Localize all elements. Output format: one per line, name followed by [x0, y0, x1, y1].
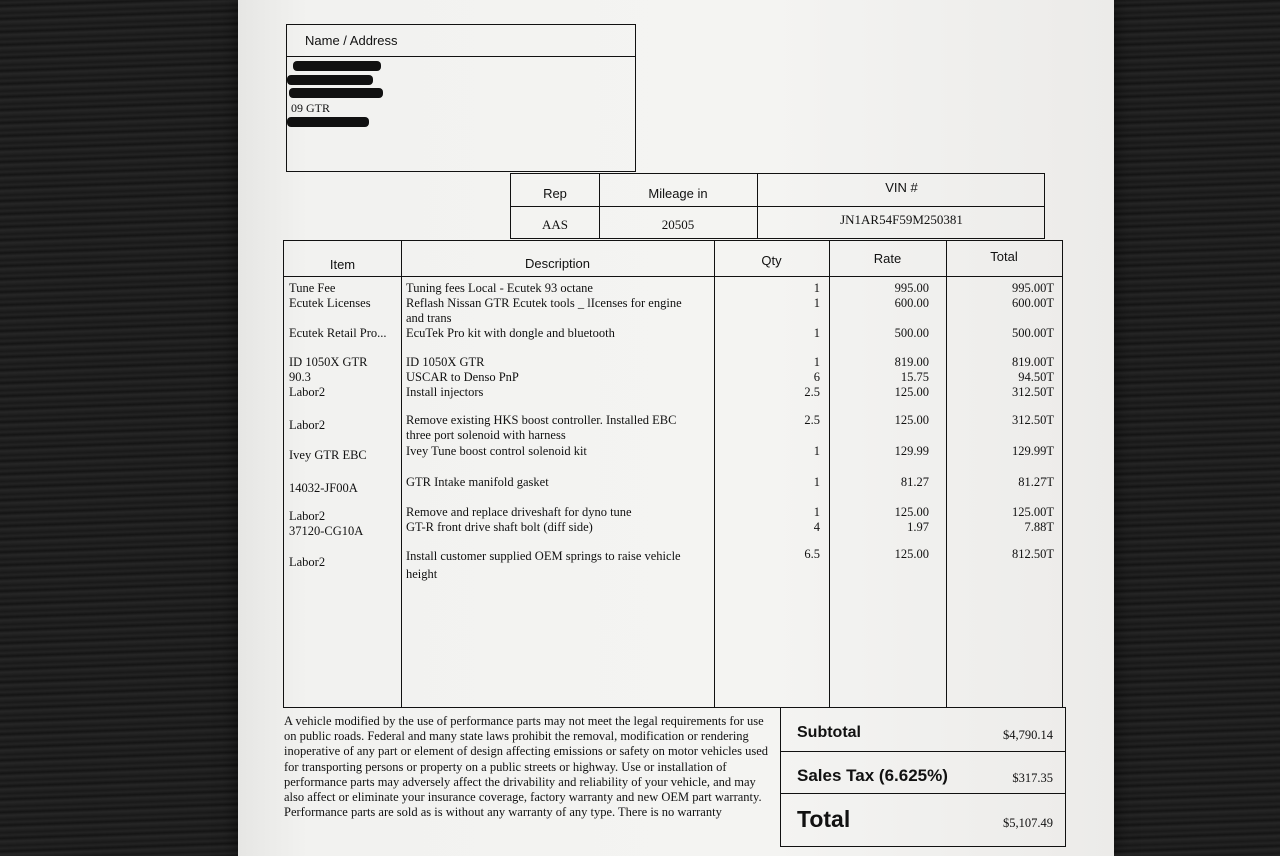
row-description: Remove and replace driveshaft for dyno tune — [406, 505, 632, 519]
row-description: Install customer supplied OEM springs to raise vehicle height — [406, 549, 681, 581]
sales-tax-label: Sales Tax (6.625%) — [797, 766, 948, 785]
qty-column-header: Qty — [761, 253, 782, 268]
row-qty: 2.5 — [804, 385, 820, 399]
total-column-header: Total — [990, 249, 1018, 264]
row-qty: 6 — [813, 370, 820, 384]
subtotal-row — [781, 708, 1065, 752]
row-rate: 600.00 — [894, 296, 929, 310]
row-qty: 1 — [813, 505, 820, 519]
row-description: Tuning fees Local - Ecutek 93 octane — [406, 281, 593, 295]
description-column-header: Description — [524, 256, 591, 271]
row-qty: 1 — [813, 326, 820, 340]
row-description: GTR Intake manifold gasket — [406, 475, 549, 489]
row-description: Ivey Tune boost control solenoid kit — [406, 444, 587, 458]
rep-header: Rep — [543, 186, 567, 201]
item-column-header: Item — [329, 257, 356, 272]
vin-value: JN1AR54F59M250381 — [840, 212, 963, 227]
row-rate: 125.00 — [894, 385, 929, 399]
row-item: Ecutek Retail Pro... — [289, 326, 387, 340]
row-item: 14032-JF00A — [289, 481, 358, 495]
row-item: Labor2 — [289, 555, 326, 569]
vin-header: VIN # — [885, 180, 918, 195]
subtotal-label: Subtotal — [797, 724, 861, 741]
row-rate: 819.00 — [894, 355, 929, 369]
row-total: 81.27T — [1018, 475, 1054, 489]
row-item: 37120-CG10A — [289, 524, 364, 538]
row-total: 7.88T — [1024, 520, 1054, 534]
row-item: Labor2 — [289, 509, 326, 523]
row-rate: 125.00 — [894, 547, 929, 561]
row-total: 312.50T — [1011, 385, 1054, 399]
row-rate: 1.97 — [907, 520, 929, 534]
redaction-bar — [293, 61, 381, 71]
row-description: USCAR to Denso PnP — [406, 370, 519, 384]
row-item: Ivey GTR EBC — [289, 448, 367, 462]
row-rate: 995.00 — [894, 281, 929, 295]
row-rate: 15.75 — [900, 370, 929, 384]
sales-tax-row — [781, 752, 1065, 794]
row-item: ID 1050X GTR — [289, 355, 368, 369]
row-total: 500.00T — [1011, 326, 1054, 340]
legal-disclaimer: A vehicle modified by the use of performance parts may not meet the legal requirements for use on public roads. Federal and many state laws prohibit the removal, modification or rendering inoperative of any part or element of design affecting emissions or safety on motor vehicles used for transporting persons or property on a public streets or highway. Use or installation of performance parts may adversely affect the drivability and reliability of your vehicle, and may also affect or eliminate your insurance coverage, factory warranty and new OEM part warranty. Performance parts are sold as is without any warranty of any type. There is no warranty — [284, 714, 769, 820]
vehicle-label: 09 GTR — [291, 101, 330, 115]
redaction-bar — [287, 117, 369, 127]
row-qty: 1 — [813, 444, 820, 458]
row-total: 995.00T — [1011, 281, 1054, 295]
row-total: 94.50T — [1018, 370, 1054, 384]
name-address-box — [286, 24, 636, 172]
row-description: GT-R front drive shaft bolt (diff side) — [406, 520, 593, 534]
sales-tax-value: $317.35 — [1012, 771, 1053, 785]
row-rate: 129.99 — [894, 444, 929, 458]
row-rate: 81.27 — [900, 475, 929, 489]
column-divider — [401, 241, 402, 707]
row-item: 90.3 — [289, 370, 311, 384]
mileage-value: 20505 — [661, 217, 695, 232]
row-qty: 1 — [813, 281, 820, 295]
row-total: 312.50T — [1011, 413, 1054, 427]
redaction-bar — [289, 88, 383, 98]
row-description: Install injectors — [406, 385, 484, 399]
column-divider — [946, 241, 947, 707]
row-qty: 4 — [813, 520, 820, 534]
row-qty: 6.5 — [804, 547, 820, 561]
row-total: 812.50T — [1011, 547, 1054, 561]
row-total: 125.00T — [1011, 505, 1054, 519]
subtotal-value: $4,790.14 — [1003, 728, 1053, 742]
line-items-table — [283, 240, 1063, 708]
totals-box — [780, 707, 1066, 847]
row-description: EcuTek Pro kit with dongle and bluetooth — [406, 326, 615, 340]
row-total: 129.99T — [1011, 444, 1054, 458]
rate-column-header: Rate — [873, 251, 902, 266]
total-label: Total — [797, 806, 851, 832]
row-qty: 1 — [813, 475, 820, 489]
row-item: Labor2 — [289, 418, 326, 432]
mileage-header: Mileage in — [648, 186, 708, 201]
rep-value: AAS — [541, 217, 568, 232]
row-qty: 2.5 — [804, 413, 820, 427]
row-description: ID 1050X GTR — [406, 355, 485, 369]
redaction-bar — [287, 75, 373, 85]
total-row — [781, 794, 1065, 846]
row-rate: 500.00 — [894, 326, 929, 340]
row-description: Remove existing HKS boost controller. Installed EBC three port solenoid with harness — [406, 413, 677, 442]
row-qty: 1 — [813, 355, 820, 369]
row-description: Reflash Nissan GTR Ecutek tools _ lIcenses for engine and trans — [406, 296, 682, 325]
row-total: 600.00T — [1011, 296, 1054, 310]
row-rate: 125.00 — [894, 505, 929, 519]
row-qty: 1 — [813, 296, 820, 310]
row-rate: 125.00 — [894, 413, 929, 427]
row-item: Tune Fee — [289, 281, 336, 295]
name-address-label: Name / Address — [287, 25, 635, 57]
total-value: $5,107.49 — [1003, 816, 1053, 830]
row-item: Ecutek Licenses — [289, 296, 371, 310]
row-total: 819.00T — [1011, 355, 1054, 369]
rep-mileage-vin-table — [510, 173, 1045, 239]
row-item: Labor2 — [289, 385, 326, 399]
